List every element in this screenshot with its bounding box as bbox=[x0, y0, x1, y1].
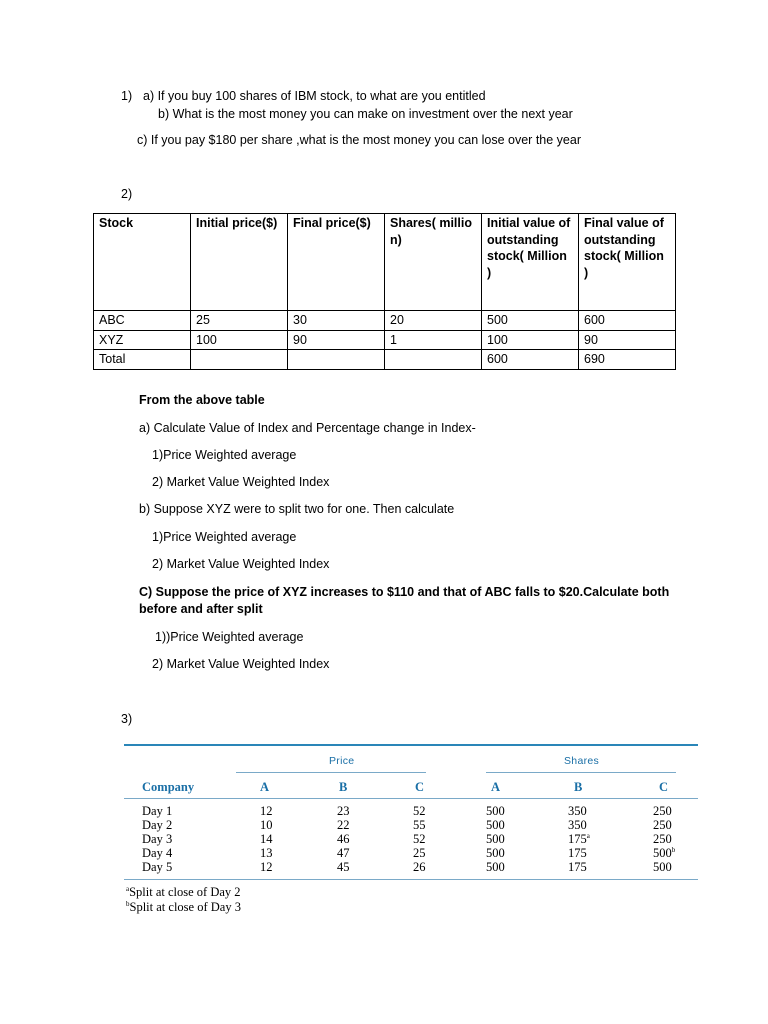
group-price-label: Price bbox=[329, 755, 355, 767]
header-rule bbox=[124, 798, 698, 799]
group-shares-label: Shares bbox=[564, 755, 600, 767]
price-a: 12 bbox=[260, 860, 273, 874]
day-label: Day 3 bbox=[142, 832, 173, 846]
table-cell bbox=[288, 350, 385, 370]
question-1-number: 1) bbox=[121, 89, 133, 103]
table-cell: 690 bbox=[579, 350, 676, 370]
header-final-price: Final price($) bbox=[288, 214, 385, 311]
table-cell: 90 bbox=[579, 330, 676, 350]
header-initial-price: Initial price($) bbox=[191, 214, 288, 311]
table-cell: 600 bbox=[579, 311, 676, 331]
table-cell: 30 bbox=[288, 311, 385, 331]
day-label: Day 5 bbox=[142, 860, 173, 874]
shares-a: 500 bbox=[486, 804, 505, 818]
table-row bbox=[94, 350, 676, 370]
price-c: 55 bbox=[413, 818, 426, 832]
price-a: 14 bbox=[260, 832, 273, 846]
q2-intro: From the above table bbox=[139, 393, 265, 407]
price-c: 26 bbox=[413, 860, 426, 874]
table-cell: 20 bbox=[385, 311, 482, 331]
footnote-b-text: Split at close of Day 3 bbox=[129, 900, 241, 915]
col-price-c: C bbox=[415, 780, 425, 794]
q2-part-c-line1: C) Suppose the price of XYZ increases to $110 and that of ABC falls to $20.Calculate both bbox=[139, 585, 670, 599]
header-stock: Stock bbox=[94, 214, 191, 311]
shares-a: 500 bbox=[486, 860, 505, 874]
col-shares-b: B bbox=[574, 780, 583, 794]
q2-part-c2: 2) Market Value Weighted Index bbox=[152, 657, 330, 671]
shares-c: 250 bbox=[653, 818, 672, 832]
day-label: Day 1 bbox=[142, 804, 173, 818]
shares-c bbox=[653, 846, 675, 861]
question-1c: c) If you pay $180 per share ,what is the most money you can lose over the year bbox=[137, 133, 581, 147]
stock-table-header-row bbox=[94, 214, 676, 311]
footnote-a bbox=[126, 885, 241, 900]
footnote-b bbox=[126, 900, 241, 915]
col-company: Company bbox=[142, 780, 195, 794]
price-b: 45 bbox=[337, 860, 350, 874]
header-final-value: Final value of outstanding stock( Million ) bbox=[579, 214, 676, 311]
table-cell: 25 bbox=[191, 311, 288, 331]
price-b: 46 bbox=[337, 832, 350, 846]
q2-part-b1: 1)Price Weighted average bbox=[152, 530, 297, 544]
shares-b: 175 bbox=[568, 860, 587, 874]
col-price-a: A bbox=[260, 780, 270, 794]
shares-a: 500 bbox=[486, 846, 505, 860]
q2-part-a1: 1)Price Weighted average bbox=[152, 448, 297, 462]
table-cell: 100 bbox=[191, 330, 288, 350]
table-cell: Total bbox=[94, 350, 191, 370]
price-a: 12 bbox=[260, 804, 273, 818]
table-cell: 1 bbox=[385, 330, 482, 350]
question-2-number: 2) bbox=[121, 187, 133, 201]
table-top-rule bbox=[124, 744, 698, 746]
day-label: Day 4 bbox=[142, 846, 173, 860]
header-initial-value: Initial value of outstanding stock( Million ) bbox=[482, 214, 579, 311]
price-c: 52 bbox=[413, 804, 426, 818]
table-cell: 90 bbox=[288, 330, 385, 350]
table-cell: ABC bbox=[94, 311, 191, 331]
shares-b: 350 bbox=[568, 818, 587, 832]
stock-table bbox=[93, 213, 676, 370]
price-b: 47 bbox=[337, 846, 350, 860]
q2-part-a2: 2) Market Value Weighted Index bbox=[152, 475, 330, 489]
shares-c: 250 bbox=[653, 804, 672, 818]
header-shares: Shares( million) bbox=[385, 214, 482, 311]
shares-c: 250 bbox=[653, 832, 672, 846]
table-bottom-rule bbox=[124, 879, 698, 880]
price-b: 23 bbox=[337, 804, 350, 818]
question-1b: b) What is the most money you can make on investment over the next year bbox=[158, 107, 573, 121]
shares-c: 500 bbox=[653, 860, 672, 874]
price-b: 22 bbox=[337, 818, 350, 832]
table-cell bbox=[385, 350, 482, 370]
question-1a: a) If you buy 100 shares of IBM stock, to what are you entitled bbox=[143, 89, 486, 103]
q2-part-a: a) Calculate Value of Index and Percentage change in Index- bbox=[139, 421, 476, 435]
shares-a: 500 bbox=[486, 818, 505, 832]
col-shares-a: A bbox=[491, 780, 501, 794]
footnote-marker-b: b bbox=[671, 846, 676, 854]
footnote-a-text: Split at close of Day 2 bbox=[129, 885, 241, 900]
table-cell bbox=[191, 350, 288, 370]
shares-b: 350 bbox=[568, 804, 587, 818]
footnote-marker-a: a bbox=[586, 832, 590, 840]
shares-b-value: 175 bbox=[568, 832, 587, 847]
question-3-number: 3) bbox=[121, 712, 133, 726]
price-c: 25 bbox=[413, 846, 426, 860]
q2-part-b2: 2) Market Value Weighted Index bbox=[152, 557, 330, 571]
table-cell: 100 bbox=[482, 330, 579, 350]
q2-part-c-line2: before and after split bbox=[139, 602, 263, 616]
q2-part-c1: 1))Price Weighted average bbox=[155, 630, 304, 644]
shares-b: 175 bbox=[568, 846, 587, 860]
table-cell: 600 bbox=[482, 350, 579, 370]
table-row bbox=[94, 311, 676, 331]
group-price-rule bbox=[236, 772, 426, 773]
day-label: Day 2 bbox=[142, 818, 173, 832]
price-a: 10 bbox=[260, 818, 273, 832]
col-shares-c: C bbox=[659, 780, 669, 794]
shares-b bbox=[568, 832, 590, 847]
price-c: 52 bbox=[413, 832, 426, 846]
footnote-a-mark: a bbox=[126, 885, 130, 893]
col-price-b: B bbox=[339, 780, 348, 794]
q2-part-b: b) Suppose XYZ were to split two for one. Then calculate bbox=[139, 502, 455, 516]
price-a: 13 bbox=[260, 846, 273, 860]
footnote-b-mark: b bbox=[126, 900, 130, 908]
shares-a: 500 bbox=[486, 832, 505, 846]
table-cell: XYZ bbox=[94, 330, 191, 350]
shares-c-value: 500 bbox=[653, 846, 672, 861]
table-row bbox=[94, 330, 676, 350]
table-cell: 500 bbox=[482, 311, 579, 331]
group-shares-rule bbox=[486, 772, 676, 773]
